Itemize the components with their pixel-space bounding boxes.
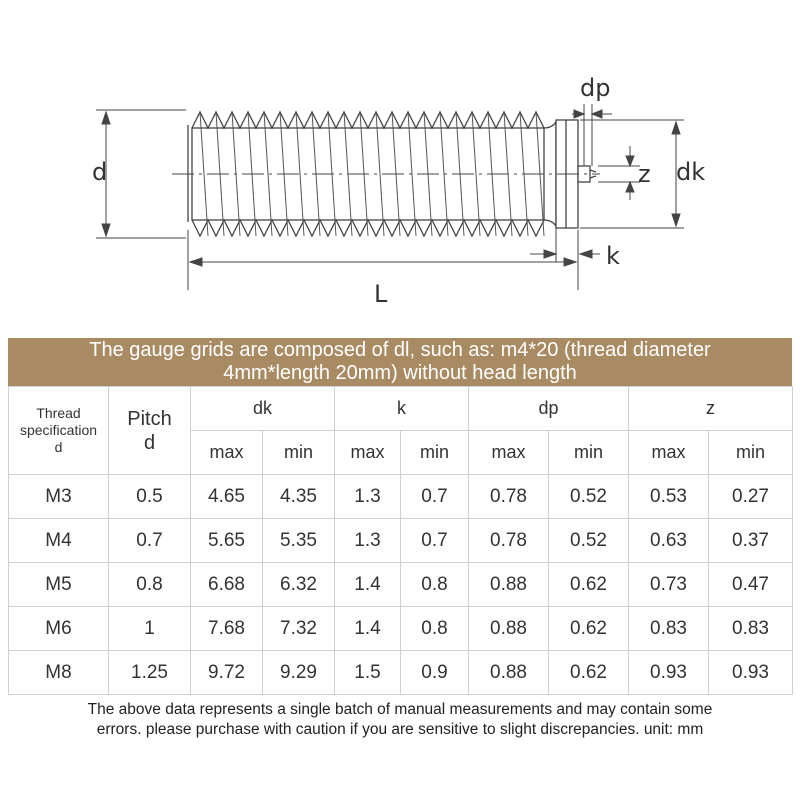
- header-dk-min: min: [263, 431, 335, 475]
- cell-spec: M3: [9, 475, 109, 519]
- cell-z-max: 0.63: [629, 519, 709, 563]
- cell-dp-max: 0.88: [469, 607, 549, 651]
- header-thread-spec: [9, 387, 109, 475]
- cell-k-min: 0.7: [401, 475, 469, 519]
- header-thread-line-3: d: [54, 439, 63, 455]
- header-k-max: max: [335, 431, 401, 475]
- cell-k-max: 1.3: [335, 475, 401, 519]
- table-row: [9, 563, 793, 607]
- cell-pitch: 1: [109, 607, 191, 651]
- weld-stud-diagram: [0, 0, 800, 335]
- footnote: [8, 700, 792, 740]
- header-dk-max: max: [191, 431, 263, 475]
- cell-dk-min: 9.29: [263, 651, 335, 695]
- table-row: [9, 475, 793, 519]
- banner-line-2: 4mm*length 20mm) without head length: [223, 362, 577, 384]
- cell-pitch: 0.5: [109, 475, 191, 519]
- table-row: [9, 607, 793, 651]
- cell-k-min: 0.7: [401, 519, 469, 563]
- cell-dk-min: 5.35: [263, 519, 335, 563]
- label-z: z: [638, 160, 651, 188]
- cell-z-min: 0.83: [709, 607, 793, 651]
- header-z-max: max: [629, 431, 709, 475]
- cell-k-max: 1.4: [335, 563, 401, 607]
- label-L: L: [374, 280, 388, 308]
- label-k: k: [606, 242, 620, 270]
- cell-dk-max: 9.72: [191, 651, 263, 695]
- cell-dp-max: 0.88: [469, 651, 549, 695]
- header-dp-max: max: [469, 431, 549, 475]
- header-k-min: min: [401, 431, 469, 475]
- banner: [8, 338, 792, 386]
- cell-dp-min: 0.62: [549, 607, 629, 651]
- thread-top-teeth: [192, 112, 544, 128]
- cell-dk-max: 4.65: [191, 475, 263, 519]
- header-pitch-line-2: d: [143, 431, 156, 454]
- header-k: k: [335, 387, 469, 431]
- spec-table: [8, 386, 793, 695]
- header-thread-line-2: specification: [19, 422, 98, 438]
- table-row: [9, 519, 793, 563]
- cell-k-min: 0.9: [401, 651, 469, 695]
- cell-k-max: 1.5: [335, 651, 401, 695]
- cell-dk-max: 7.68: [191, 607, 263, 651]
- cell-z-max: 0.73: [629, 563, 709, 607]
- table-row: [9, 651, 793, 695]
- cell-z-min: 0.47: [709, 563, 793, 607]
- cell-pitch: 0.7: [109, 519, 191, 563]
- cell-spec: M8: [9, 651, 109, 695]
- header-pitch: [109, 387, 191, 475]
- cell-dp-max: 0.78: [469, 519, 549, 563]
- cell-spec: M5: [9, 563, 109, 607]
- cell-dp-max: 0.78: [469, 475, 549, 519]
- cell-spec: M4: [9, 519, 109, 563]
- header-z-min: min: [709, 431, 793, 475]
- cell-dk-min: 7.32: [263, 607, 335, 651]
- cell-dp-min: 0.62: [549, 563, 629, 607]
- label-d: d: [92, 158, 108, 186]
- header-dp: dp: [469, 387, 629, 431]
- cell-z-min: 0.37: [709, 519, 793, 563]
- label-dp: dp: [580, 74, 611, 102]
- cell-dk-min: 6.32: [263, 563, 335, 607]
- banner-line-1: The gauge grids are composed of dl, such as: m4*20 (thread diameter: [89, 339, 711, 361]
- label-dk: dk: [676, 158, 706, 186]
- cell-dp-min: 0.52: [549, 519, 629, 563]
- cell-z-min: 0.93: [709, 651, 793, 695]
- cell-k-min: 0.8: [401, 607, 469, 651]
- cell-k-max: 1.3: [335, 519, 401, 563]
- cell-pitch: 1.25: [109, 651, 191, 695]
- cell-dp-min: 0.62: [549, 651, 629, 695]
- cell-dp-max: 0.88: [469, 563, 549, 607]
- cell-dk-max: 5.65: [191, 519, 263, 563]
- cell-z-min: 0.27: [709, 475, 793, 519]
- header-z: z: [629, 387, 793, 431]
- cell-z-max: 0.83: [629, 607, 709, 651]
- cell-dp-min: 0.52: [549, 475, 629, 519]
- header-dp-min: min: [549, 431, 629, 475]
- header-pitch-line-1: Pitch: [127, 407, 172, 430]
- cell-pitch: 0.8: [109, 563, 191, 607]
- footnote-line-1: The above data represents a single batch of manual measurements and may contain some: [87, 701, 713, 718]
- footnote-line-2: errors. please purchase with caution if you are sensitive to slight discrepancies. unit: mm: [96, 721, 704, 738]
- cell-spec: M6: [9, 607, 109, 651]
- cell-k-min: 0.8: [401, 563, 469, 607]
- cell-dk-max: 6.68: [191, 563, 263, 607]
- cell-z-max: 0.53: [629, 475, 709, 519]
- cell-dk-min: 4.35: [263, 475, 335, 519]
- cell-z-max: 0.93: [629, 651, 709, 695]
- header-dk: dk: [191, 387, 335, 431]
- header-thread-line-1: Thread: [36, 405, 81, 421]
- cell-k-max: 1.4: [335, 607, 401, 651]
